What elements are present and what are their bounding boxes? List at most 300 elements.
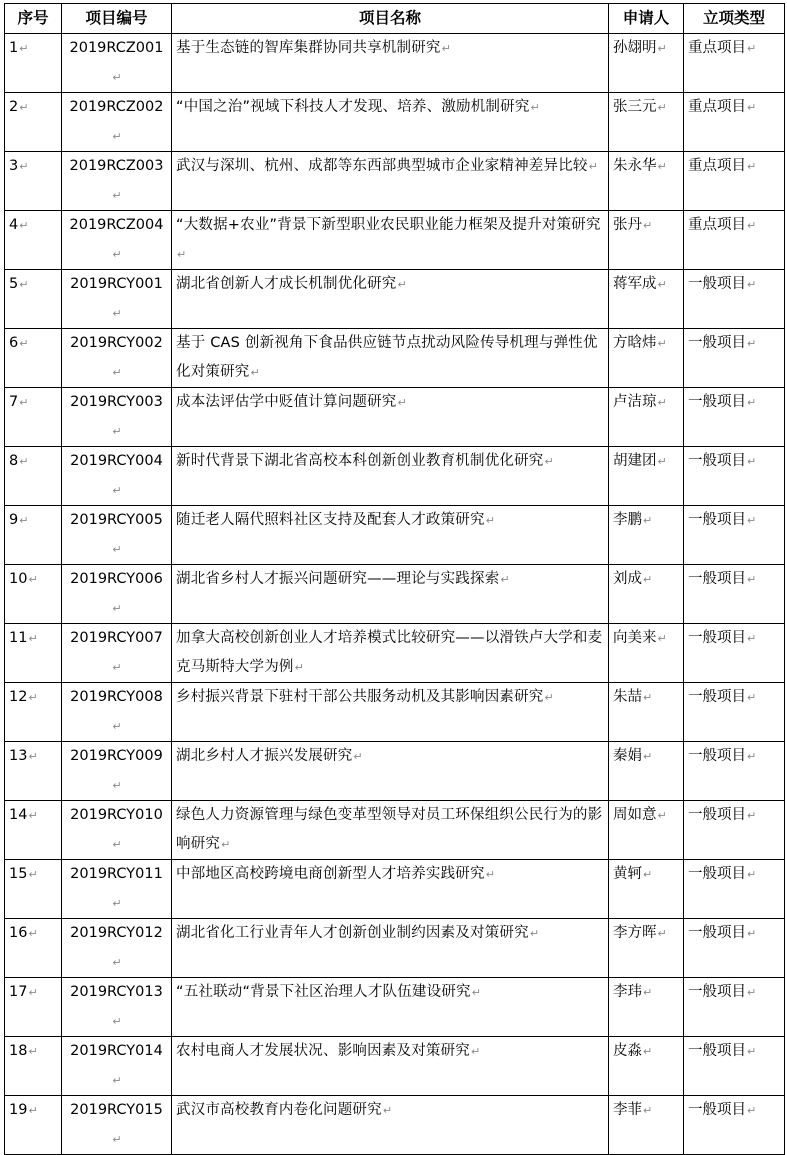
project-name-cell-text: “五社联动“背景下社区治理人才队伍建设研究 [176, 984, 471, 1000]
project-name-cell-text: 武汉市高校教育内卷化问题研究 [176, 1102, 382, 1118]
project-type-cell-text: 一般项目 [688, 925, 746, 941]
paragraph-mark-icon: ↵ [643, 514, 653, 527]
project-code-cell-text: 2019RCZ004 [69, 217, 164, 233]
paragraph-mark-icon: ↵ [643, 868, 653, 881]
row-number-cell-text: 16 [9, 925, 28, 941]
table-body [5, 34, 785, 1155]
paragraph-mark-icon: ↵ [747, 219, 757, 232]
applicant-cell-text: 皮淼 [613, 1043, 642, 1059]
paragraph-mark-icon: ↵ [19, 278, 29, 291]
row-number-cell-text: 14 [9, 807, 28, 823]
paragraph-mark-icon: ↵ [19, 160, 29, 173]
header-type: 立项类型 [684, 4, 785, 34]
row-number-cell-text: 5 [9, 276, 19, 292]
paragraph-mark-icon: ↵ [485, 868, 496, 881]
project-code-cell [62, 447, 172, 506]
row-number-cell-text: 12 [9, 689, 28, 705]
applicant-cell-text: 蒋军成 [613, 276, 657, 292]
project-name-cell [172, 152, 609, 211]
row-number-cell [5, 270, 62, 329]
applicant-cell [609, 329, 684, 388]
project-type-cell-text: 重点项目 [688, 217, 746, 233]
project-name-cell-text: 绿色人力资源管理与绿色变革型领导对员工环保组织公民行为的影响研究 [176, 807, 603, 852]
applicant-cell-text: 李菲 [613, 1102, 642, 1118]
table-row [5, 34, 785, 93]
paragraph-mark-icon: ↵ [657, 632, 667, 645]
project-code-cell-text: 2019RCZ001 [69, 40, 164, 56]
paragraph-mark-icon: ↵ [112, 130, 122, 143]
project-name-cell [172, 34, 609, 93]
project-name-cell [172, 1096, 609, 1155]
table-row [5, 683, 785, 742]
paragraph-mark-icon: ↵ [529, 927, 540, 940]
paragraph-mark-icon: ↵ [112, 1074, 122, 1087]
project-code-cell-text: 2019RCY001 [70, 276, 163, 292]
paragraph-mark-icon: ↵ [643, 1104, 653, 1117]
paragraph-mark-icon: ↵ [28, 868, 38, 881]
paragraph-mark-icon: ↵ [112, 779, 122, 792]
row-number-cell [5, 211, 62, 270]
project-type-cell [684, 329, 785, 388]
paragraph-mark-icon: ↵ [28, 691, 38, 704]
project-name-cell [172, 683, 609, 742]
row-number-cell-text: 8 [9, 453, 19, 469]
row-number-cell [5, 329, 62, 388]
paragraph-mark-icon: ↵ [747, 750, 757, 763]
table-row [5, 565, 785, 624]
paragraph-mark-icon: ↵ [250, 366, 260, 379]
project-code-cell [62, 388, 172, 447]
applicant-cell [609, 683, 684, 742]
project-type-cell-text: 一般项目 [688, 866, 746, 882]
applicant-cell [609, 270, 684, 329]
paragraph-mark-icon: ↵ [28, 573, 38, 586]
project-type-cell-text: 一般项目 [688, 748, 746, 764]
table-row [5, 860, 785, 919]
paragraph-mark-icon: ↵ [294, 661, 305, 674]
paragraph-mark-icon: ↵ [441, 42, 452, 55]
paragraph-mark-icon: ↵ [747, 927, 757, 940]
paragraph-mark-icon: ↵ [588, 160, 599, 173]
project-name-cell-text: 湖北乡村人才振兴发展研究 [176, 748, 353, 764]
header-row [5, 4, 785, 34]
applicant-cell-text: 胡建团 [613, 453, 657, 469]
project-type-cell [684, 801, 785, 860]
project-type-cell-text: 一般项目 [688, 512, 746, 528]
project-type-cell [684, 1096, 785, 1155]
project-code-cell [62, 270, 172, 329]
row-number-cell-text: 15 [9, 866, 28, 882]
project-code-cell [62, 624, 172, 683]
paragraph-mark-icon: ↵ [657, 455, 667, 468]
project-name-cell-text: “中国之治”视域下科技人才发现、培养、激励机制研究 [176, 99, 530, 115]
project-code-cell-text: 2019RCY011 [70, 866, 163, 882]
project-name-cell [172, 211, 609, 270]
paragraph-mark-icon: ↵ [28, 1104, 38, 1117]
paragraph-mark-icon: ↵ [19, 42, 29, 55]
project-name-cell-text: 湖北省乡村人才振兴问题研究——理论与实践探索 [176, 571, 500, 587]
paragraph-mark-icon: ↵ [747, 986, 757, 999]
project-name-cell [172, 447, 609, 506]
project-name-cell-text: 随迁老人隔代照料社区支持及配套人才政策研究 [176, 512, 485, 528]
table-row [5, 211, 785, 270]
applicant-cell-text: 秦娟 [613, 748, 642, 764]
project-code-cell-text: 2019RCY009 [70, 748, 163, 764]
project-type-cell-text: 一般项目 [688, 984, 746, 1000]
paragraph-mark-icon: ↵ [353, 750, 363, 763]
project-name-cell-text: 武汉与深圳、杭州、成都等东西部典型城市企业家精神差异比较 [176, 158, 588, 174]
row-number-cell [5, 34, 62, 93]
paragraph-mark-icon: ↵ [657, 160, 667, 173]
project-type-cell [684, 919, 785, 978]
project-table [4, 3, 785, 1155]
project-type-cell-text: 重点项目 [688, 99, 746, 115]
row-number-cell [5, 506, 62, 565]
row-number-cell [5, 565, 62, 624]
paragraph-mark-icon: ↵ [112, 956, 122, 969]
paragraph-mark-icon: ↵ [657, 42, 667, 55]
paragraph-mark-icon: ↵ [112, 543, 122, 556]
project-code-cell [62, 152, 172, 211]
applicant-cell-text: 李玮 [613, 984, 642, 1000]
applicant-cell-text: 张三元 [613, 99, 657, 115]
applicant-cell [609, 801, 684, 860]
project-name-cell [172, 801, 609, 860]
applicant-cell-text: 张丹 [613, 217, 642, 233]
paragraph-mark-icon: ↵ [19, 396, 29, 409]
paragraph-mark-icon: ↵ [747, 42, 757, 55]
table-row [5, 329, 785, 388]
paragraph-mark-icon: ↵ [112, 602, 122, 615]
project-code-cell [62, 860, 172, 919]
applicant-cell-text: 向美来 [613, 630, 657, 646]
project-name-cell [172, 978, 609, 1037]
paragraph-mark-icon: ↵ [657, 337, 667, 350]
project-type-cell [684, 447, 785, 506]
row-number-cell [5, 801, 62, 860]
project-type-cell-text: 一般项目 [688, 1102, 746, 1118]
project-code-cell [62, 34, 172, 93]
project-name-cell-text: 湖北省创新人才成长机制优化研究 [176, 276, 397, 292]
project-type-cell [684, 1037, 785, 1096]
project-code-cell-text: 2019RCY002 [70, 335, 163, 351]
header-code: 项目编号 [62, 4, 172, 34]
paragraph-mark-icon: ↵ [485, 514, 496, 527]
project-type-cell-text: 重点项目 [688, 158, 746, 174]
row-number-cell [5, 683, 62, 742]
paragraph-mark-icon: ↵ [112, 720, 122, 733]
table-row [5, 624, 785, 683]
project-code-cell [62, 801, 172, 860]
paragraph-mark-icon: ↵ [397, 396, 407, 409]
paragraph-mark-icon: ↵ [747, 101, 757, 114]
paragraph-mark-icon: ↵ [747, 337, 757, 350]
project-type-cell [684, 506, 785, 565]
project-name-cell-text: 基于生态链的智库集群协同共享机制研究 [176, 40, 441, 56]
paragraph-mark-icon: ↵ [28, 809, 38, 822]
project-name-cell-text: 湖北省化工行业青年人才创新创业制约因素及对策研究 [176, 925, 529, 941]
project-name-cell [172, 1037, 609, 1096]
applicant-cell [609, 565, 684, 624]
paragraph-mark-icon: ↵ [657, 278, 667, 291]
applicant-cell-text: 方晗炜 [613, 335, 657, 351]
applicant-cell [609, 860, 684, 919]
paragraph-mark-icon: ↵ [747, 396, 757, 409]
paragraph-mark-icon: ↵ [112, 484, 122, 497]
project-type-cell [684, 388, 785, 447]
paragraph-mark-icon: ↵ [544, 455, 554, 468]
row-number-cell-text: 11 [9, 630, 28, 646]
project-name-cell-text: “大数据+农业”背景下新型职业农民职业能力框架及提升对策研究 [176, 217, 601, 233]
table-row [5, 919, 785, 978]
project-code-cell [62, 506, 172, 565]
paragraph-mark-icon: ↵ [112, 661, 122, 674]
project-code-cell-text: 2019RCY006 [70, 571, 163, 587]
project-type-cell [684, 624, 785, 683]
row-number-cell [5, 152, 62, 211]
project-code-cell-text: 2019RCY003 [70, 394, 163, 410]
table-row [5, 447, 785, 506]
row-number-cell-text: 17 [9, 984, 28, 1000]
project-name-cell [172, 329, 609, 388]
row-number-cell [5, 919, 62, 978]
project-name-cell-text: 农村电商人才发展状况、影响因素及对策研究 [176, 1043, 470, 1059]
project-name-cell-text: 基于 CAS 创新视角下食品供应链节点扰动风险传导机理与弹性优化对策研究 [176, 335, 598, 380]
applicant-cell [609, 34, 684, 93]
row-number-cell [5, 624, 62, 683]
project-code-cell [62, 919, 172, 978]
paragraph-mark-icon: ↵ [112, 189, 122, 202]
applicant-cell-text: 孙翃明 [613, 40, 657, 56]
paragraph-mark-icon: ↵ [747, 691, 757, 704]
paragraph-mark-icon: ↵ [544, 691, 554, 704]
applicant-cell-text: 黄轲 [613, 866, 642, 882]
paragraph-mark-icon: ↵ [112, 307, 122, 320]
paragraph-mark-icon: ↵ [177, 248, 187, 261]
applicant-cell [609, 447, 684, 506]
header-name: 项目名称 [172, 4, 609, 34]
row-number-cell-text: 10 [9, 571, 28, 587]
paragraph-mark-icon: ↵ [747, 809, 757, 822]
applicant-cell [609, 388, 684, 447]
project-type-cell-text: 一般项目 [688, 571, 746, 587]
row-number-cell-text: 3 [9, 158, 19, 174]
project-code-cell-text: 2019RCZ003 [69, 158, 164, 174]
applicant-cell-text: 朱永华 [613, 158, 657, 174]
row-number-cell-text: 7 [9, 394, 19, 410]
paragraph-mark-icon: ↵ [28, 986, 38, 999]
row-number-cell-text: 2 [9, 99, 19, 115]
row-number-cell [5, 742, 62, 801]
project-name-cell [172, 860, 609, 919]
project-code-cell-text: 2019RCY010 [70, 807, 163, 823]
project-code-cell-text: 2019RCY015 [70, 1102, 163, 1118]
row-number-cell-text: 19 [9, 1102, 28, 1118]
paragraph-mark-icon: ↵ [471, 986, 482, 999]
applicant-cell [609, 93, 684, 152]
project-type-cell-text: 一般项目 [688, 689, 746, 705]
applicant-cell-text: 卢洁琼 [613, 394, 657, 410]
header-applicant: 申请人 [609, 4, 684, 34]
project-code-cell [62, 683, 172, 742]
paragraph-mark-icon: ↵ [643, 986, 653, 999]
paragraph-mark-icon: ↵ [643, 750, 653, 763]
paragraph-mark-icon: ↵ [112, 425, 122, 438]
project-type-cell-text: 一般项目 [688, 394, 746, 410]
row-number-cell-text: 6 [9, 335, 19, 351]
table-row [5, 742, 785, 801]
header-no: 序号 [5, 4, 62, 34]
paragraph-mark-icon: ↵ [112, 838, 122, 851]
row-number-cell [5, 978, 62, 1037]
project-type-cell-text: 一般项目 [688, 807, 746, 823]
project-code-cell [62, 1037, 172, 1096]
paragraph-mark-icon: ↵ [657, 927, 667, 940]
project-type-cell [684, 742, 785, 801]
applicant-cell [609, 624, 684, 683]
paragraph-mark-icon: ↵ [747, 278, 757, 291]
paragraph-mark-icon: ↵ [19, 337, 29, 350]
paragraph-mark-icon: ↵ [747, 1104, 757, 1117]
row-number-cell [5, 860, 62, 919]
project-code-cell-text: 2019RCY005 [70, 512, 163, 528]
project-name-cell [172, 624, 609, 683]
project-type-cell [684, 93, 785, 152]
paragraph-mark-icon: ↵ [747, 160, 757, 173]
paragraph-mark-icon: ↵ [28, 1045, 38, 1058]
paragraph-mark-icon: ↵ [28, 632, 38, 645]
table-row [5, 388, 785, 447]
project-type-cell [684, 565, 785, 624]
project-type-cell [684, 34, 785, 93]
applicant-cell [609, 742, 684, 801]
paragraph-mark-icon: ↵ [28, 927, 38, 940]
row-number-cell [5, 1096, 62, 1155]
project-name-cell [172, 506, 609, 565]
row-number-cell [5, 388, 62, 447]
project-code-cell-text: 2019RCY008 [70, 689, 163, 705]
project-code-cell-text: 2019RCY004 [70, 453, 163, 469]
table-row [5, 506, 785, 565]
table-row [5, 1037, 785, 1096]
applicant-cell-text: 李鹏 [613, 512, 642, 528]
paragraph-mark-icon: ↵ [221, 838, 231, 851]
applicant-cell-text: 周如意 [613, 807, 657, 823]
row-number-cell-text: 18 [9, 1043, 28, 1059]
project-code-cell-text: 2019RCY007 [70, 630, 163, 646]
project-name-cell [172, 742, 609, 801]
paragraph-mark-icon: ↵ [747, 573, 757, 586]
applicant-cell [609, 919, 684, 978]
project-type-cell [684, 270, 785, 329]
paragraph-mark-icon: ↵ [747, 455, 757, 468]
paragraph-mark-icon: ↵ [643, 691, 653, 704]
applicant-cell [609, 211, 684, 270]
table-row [5, 978, 785, 1037]
project-type-cell-text: 一般项目 [688, 453, 746, 469]
project-name-cell [172, 565, 609, 624]
paragraph-mark-icon: ↵ [747, 632, 757, 645]
row-number-cell [5, 1037, 62, 1096]
paragraph-mark-icon: ↵ [530, 101, 540, 114]
paragraph-mark-icon: ↵ [471, 1045, 481, 1058]
paragraph-mark-icon: ↵ [643, 219, 653, 232]
project-code-cell [62, 93, 172, 152]
paragraph-mark-icon: ↵ [747, 514, 757, 527]
paragraph-mark-icon: ↵ [397, 278, 407, 291]
paragraph-mark-icon: ↵ [643, 573, 653, 586]
paragraph-mark-icon: ↵ [19, 219, 29, 232]
table-row [5, 801, 785, 860]
paragraph-mark-icon: ↵ [112, 897, 122, 910]
paragraph-mark-icon: ↵ [382, 1104, 393, 1117]
applicant-cell [609, 1096, 684, 1155]
project-name-cell [172, 919, 609, 978]
project-type-cell-text: 重点项目 [688, 40, 746, 56]
project-name-cell-text: 乡村振兴背景下驻村干部公共服务动机及其影响因素研究 [176, 689, 544, 705]
project-code-cell [62, 565, 172, 624]
project-code-cell [62, 742, 172, 801]
project-name-cell-text: 加拿大高校创新创业人才培养模式比较研究——以滑铁卢大学和麦克马斯特大学为例 [176, 630, 603, 675]
row-number-cell [5, 447, 62, 506]
project-type-cell [684, 978, 785, 1037]
paragraph-mark-icon: ↵ [657, 396, 667, 409]
project-type-cell-text: 一般项目 [688, 335, 746, 351]
row-number-cell-text: 13 [9, 748, 28, 764]
applicant-cell-text: 李方晖 [613, 925, 657, 941]
applicant-cell [609, 1037, 684, 1096]
paragraph-mark-icon: ↵ [643, 1045, 653, 1058]
project-code-cell [62, 211, 172, 270]
project-code-cell [62, 1096, 172, 1155]
paragraph-mark-icon: ↵ [747, 1045, 757, 1058]
paragraph-mark-icon: ↵ [657, 101, 667, 114]
project-name-cell-text: 中部地区高校跨境电商创新型人才培养实践研究 [176, 866, 485, 882]
project-name-cell-text: 成本法评估学中贬值计算问题研究 [176, 394, 397, 410]
project-name-cell [172, 388, 609, 447]
project-code-cell-text: 2019RCY014 [70, 1043, 163, 1059]
project-code-cell-text: 2019RCY012 [70, 925, 163, 941]
table-row [5, 93, 785, 152]
project-type-cell-text: 一般项目 [688, 1043, 746, 1059]
project-type-cell-text: 一般项目 [688, 276, 746, 292]
paragraph-mark-icon: ↵ [112, 248, 122, 261]
paragraph-mark-icon: ↵ [28, 750, 38, 763]
paragraph-mark-icon: ↵ [112, 1015, 122, 1028]
paragraph-mark-icon: ↵ [112, 366, 122, 379]
project-type-cell [684, 211, 785, 270]
project-type-cell [684, 860, 785, 919]
project-code-cell-text: 2019RCY013 [70, 984, 163, 1000]
row-number-cell-text: 4 [9, 217, 19, 233]
applicant-cell [609, 152, 684, 211]
table-row [5, 152, 785, 211]
paragraph-mark-icon: ↵ [112, 71, 122, 84]
applicant-cell-text: 刘成 [613, 571, 642, 587]
project-name-cell [172, 270, 609, 329]
project-name-cell-text: 新时代背景下湖北省高校本科创新创业教育机制优化研究 [176, 453, 544, 469]
project-code-cell-text: 2019RCZ002 [69, 99, 164, 115]
applicant-cell-text: 朱喆 [613, 689, 642, 705]
project-type-cell [684, 152, 785, 211]
paragraph-mark-icon: ↵ [19, 514, 29, 527]
project-code-cell [62, 329, 172, 388]
applicant-cell [609, 978, 684, 1037]
project-code-cell [62, 978, 172, 1037]
applicant-cell [609, 506, 684, 565]
paragraph-mark-icon: ↵ [112, 1133, 122, 1146]
project-name-cell [172, 93, 609, 152]
